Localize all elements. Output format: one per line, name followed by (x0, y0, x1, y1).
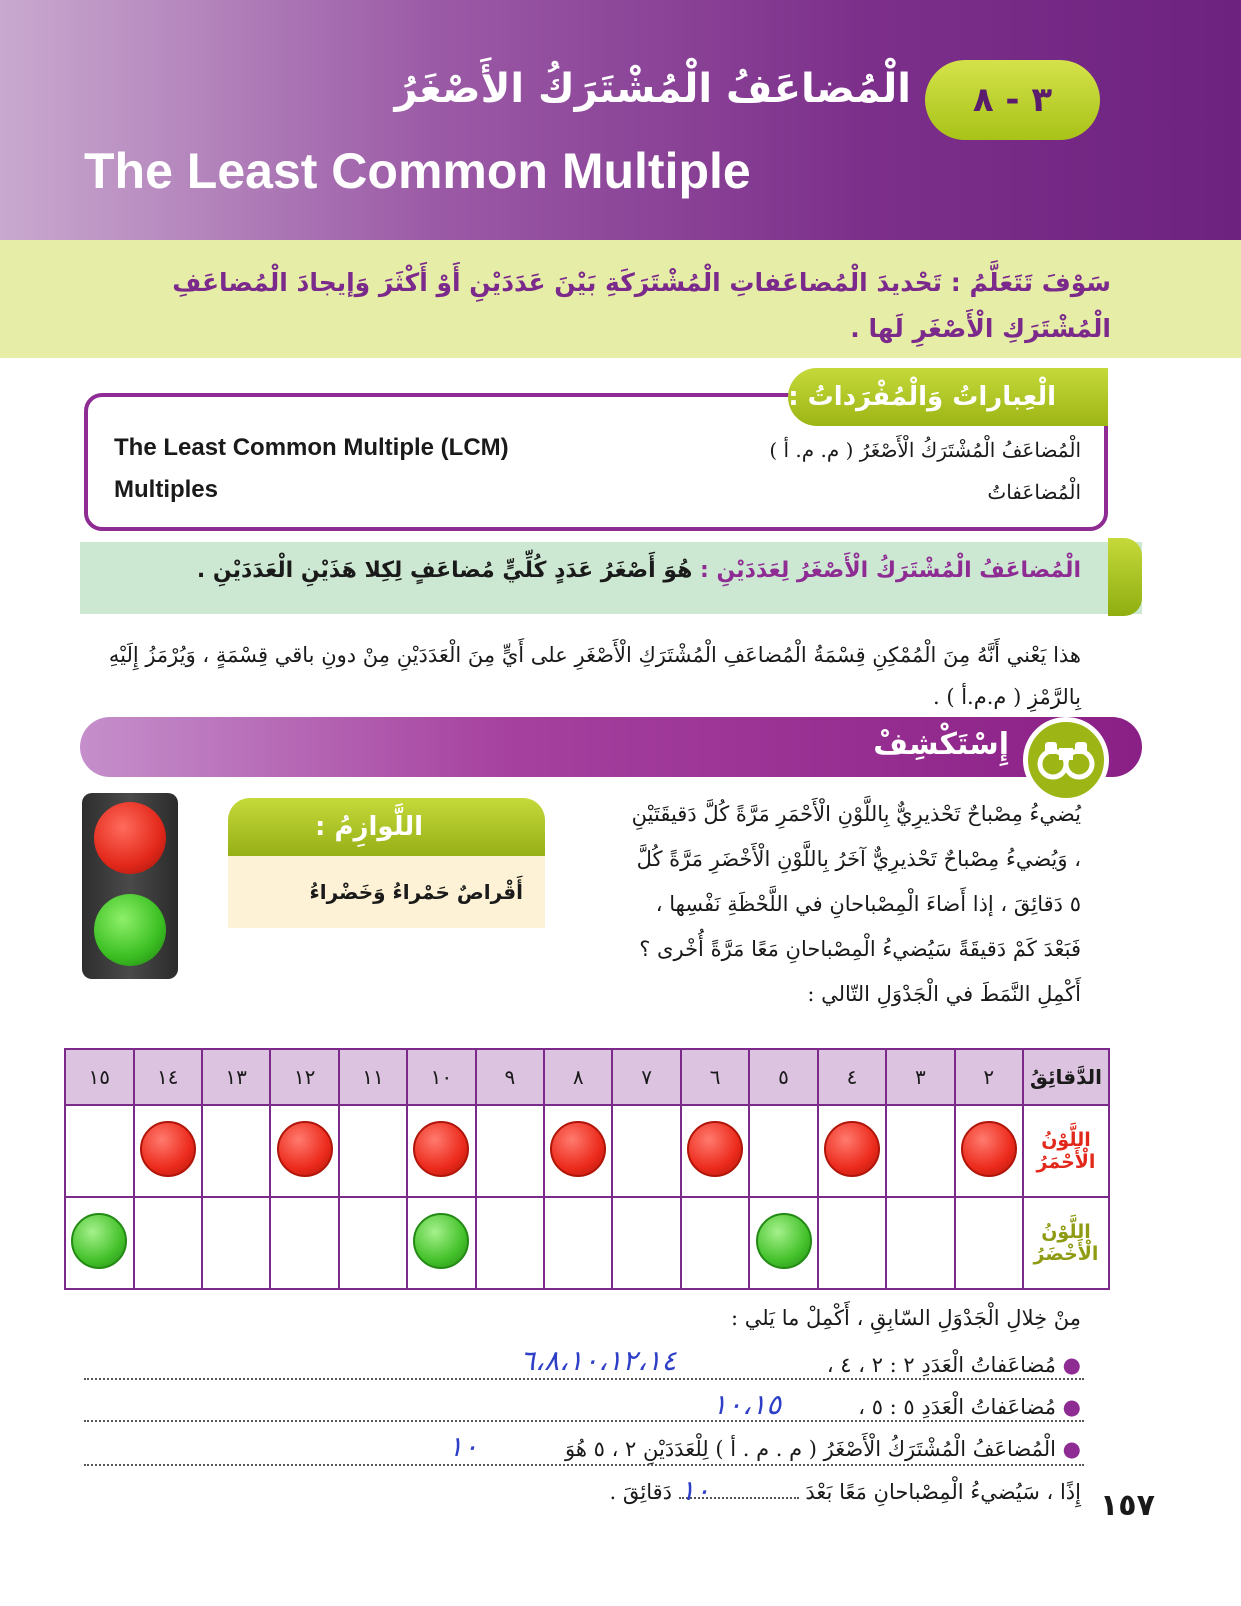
minute-cell: ١٢ (270, 1049, 338, 1105)
final-sentence (604, 1480, 1081, 1504)
tools-title: اللَّوازِمُ : (228, 798, 545, 856)
definition (197, 558, 1081, 583)
red-disc-icon (413, 1121, 469, 1177)
row-label-red: اللَّوْنُ الْأَحْمَرُ (1023, 1105, 1109, 1197)
learning-objective-text: تَحْديدَ الْمُضاعَفاتِ الْمُشْتَرَكَةِ بَيْنَ عَدَدَيْنِ أَوْ أَكْثَرَ وَإيجادَ الْمُضاعَفِ الْمُشْتَرَكِ الْأَصْغَرِ لَها . (172, 268, 1111, 343)
bullet-multiples-of-5 (852, 1394, 1081, 1419)
table-cell[interactable] (544, 1105, 612, 1197)
minute-cell: ٢ (955, 1049, 1023, 1105)
table-cell[interactable] (681, 1105, 749, 1197)
conclusion-intro: مِنْ خِلالِ الْجَدْوَلِ السّابِقِ ، أَكْمِلْ ما يَلي : (730, 1306, 1081, 1330)
minute-cell: ١٣ (202, 1049, 270, 1105)
row-label-green: اللَّوْنُ الْأَخْضَرُ (1023, 1197, 1109, 1289)
table-cell[interactable] (134, 1105, 202, 1197)
definition-term: الْمُضاعَفُ الْمُشْتَرَكُ الْأَصْغَرُ لِعَدَدَيْنِ : (700, 558, 1081, 583)
minute-cell: ٤ (818, 1049, 886, 1105)
table-cell[interactable] (339, 1105, 407, 1197)
green-disc-icon (413, 1213, 469, 1269)
table-cell[interactable] (270, 1197, 338, 1289)
lesson-number-badge: ٣ - ٨ (925, 60, 1100, 140)
page-number: ١٥٧ (1100, 1488, 1155, 1523)
table-cell[interactable] (681, 1197, 749, 1289)
minute-cell: ١٠ (407, 1049, 475, 1105)
table-cell[interactable] (476, 1197, 544, 1289)
minute-cell: ٧ (612, 1049, 680, 1105)
table-cell[interactable] (749, 1197, 817, 1289)
green-disc-icon (71, 1213, 127, 1269)
red-light (94, 802, 166, 874)
table-cell[interactable] (476, 1105, 544, 1197)
vocab-term-english-lcm: The Least Common Multiple (LCM) (114, 434, 509, 461)
handwritten-final-answer: ١٠ (680, 1474, 711, 1507)
explore-title: إِسْتَكْشِفْ (873, 727, 1009, 762)
table-cell[interactable] (818, 1105, 886, 1197)
table-cell[interactable] (612, 1105, 680, 1197)
bullet-icon: ● (1062, 1394, 1081, 1419)
minute-cell: ٦ (681, 1049, 749, 1105)
table-row-red (65, 1105, 1109, 1197)
table-cell[interactable] (270, 1105, 338, 1197)
minute-cell: ٩ (476, 1049, 544, 1105)
minutes-table (64, 1048, 1110, 1290)
table-cell[interactable] (886, 1105, 954, 1197)
table-cell[interactable] (339, 1197, 407, 1289)
table-cell[interactable] (612, 1197, 680, 1289)
bullet-text: الْمُضاعَفُ الْمُشْتَرَكُ الْأَصْغَرُ ( م . م . أ ) لِلْعَدَدَيْنِ ٢ ، ٥ هُوَ (565, 1437, 1056, 1461)
final-sentence-end: دَقائِقَ . (609, 1480, 673, 1504)
vocab-term-arabic-multiples: الْمُضاعَفاتُ (987, 480, 1081, 504)
table-row-green (65, 1197, 1109, 1289)
tools-text: أَقْراصٌ حَمْراءُ وَخَضْراءُ (228, 856, 545, 928)
vocab-term-english-multiples: Multiples (114, 476, 219, 503)
handwritten-answer-1: ٦،٨،١٠،١٢،١٤ (520, 1344, 677, 1377)
red-disc-icon (550, 1121, 606, 1177)
table-cell[interactable] (886, 1197, 954, 1289)
final-sentence-start: إِذًا ، سَيُضيءُ الْمِصْباحانِ مَعًا بَعْدَ (805, 1480, 1081, 1504)
minute-cell: ١٤ (134, 1049, 202, 1105)
handwritten-answer-2: ١٠،١٥ (712, 1388, 782, 1421)
handwritten-answer-3: ١٠ (448, 1430, 479, 1463)
bullet-lcm (559, 1436, 1081, 1461)
minute-cell: ٥ (749, 1049, 817, 1105)
explanation-paragraph: هذا يَعْني أَنَّهُ مِنَ الْمُمْكِنِ قِسْمَةُ الْمُضاعَفِ الْمُشْتَرَكِ الْأَصْغَرِ على أَيٍّ مِنَ الْعَدَدَيْنِ مِنْ دونِ باقي قِسْمَةٍ ، وَيُرْمَزُ إِلَيْهِ بِالرَّمْزِ ( م.م.أ ) . (108, 643, 1081, 709)
bullet-icon: ● (1062, 1352, 1081, 1377)
explore-problem-text: يُضيءُ مِصْباحٌ تَحْذيرِيٌّ بِاللَّوْنِ الْأَحْمَرِ مَرَّةً كُلَّ دَقيقَتَيْنِ ، وَيُضيءُ مِصْباحٌ تَحْذيرِيٌّ آخَرُ بِاللَّوْنِ الْأَخْضَرِ مَرَّةً كُلَّ ٥ دَقائِقَ ، إذا أَضاءَ الْمِصْباحانِ في اللَّحْظَةِ نَفْسِها ، فَبَعْدَ كَمْ دَقيقَةً سَيُضيءُ الْمِصْباحانِ مَعًا مَرَّةً أُخْرى ؟ أَكْمِلِ النَّمَطَ في الْجَدْوَلِ التّالي : (631, 802, 1081, 1006)
red-disc-icon (140, 1121, 196, 1177)
table-cell[interactable] (407, 1197, 475, 1289)
traffic-light-image (82, 793, 178, 979)
definition-body: هُوَ أَصْغَرُ عَدَدٍ كُلِّيٍّ مُضاعَفٍ لِكِلا هَذَيْنِ الْعَدَدَيْنِ . (196, 558, 693, 583)
minute-cell: ٨ (544, 1049, 612, 1105)
bullet-icon: ● (1062, 1436, 1081, 1461)
vocabulary-title: الْعِباراتُ وَالْمُفْرَداتُ : (788, 368, 1108, 426)
learning-objective-band (0, 240, 1241, 358)
red-disc-icon (824, 1121, 880, 1177)
binoculars-icon (1023, 717, 1109, 803)
learning-objective (101, 260, 1111, 352)
green-light (94, 894, 166, 966)
table-cell[interactable] (544, 1197, 612, 1289)
red-disc-icon (687, 1121, 743, 1177)
lesson-title-arabic: الْمُضاعَفُ الْمُشْتَرَكُ الأَصْغَرُ (394, 66, 911, 112)
bullet-multiples-of-2 (821, 1352, 1081, 1377)
red-disc-icon (961, 1121, 1017, 1177)
table-cell[interactable] (749, 1105, 817, 1197)
bullet-text: مُضاعَفاتُ الْعَدَدِ ٢ : ٢ ، ٤ ، (826, 1353, 1056, 1377)
table-cell[interactable] (818, 1197, 886, 1289)
minutes-header-label: الدَّقائِقُ (1023, 1049, 1109, 1105)
green-disc-icon (756, 1213, 812, 1269)
table-cell[interactable] (65, 1105, 134, 1197)
table-cell[interactable] (407, 1105, 475, 1197)
minute-cell: ٣ (886, 1049, 954, 1105)
table-header-row (65, 1049, 1109, 1105)
bullet-text: مُضاعَفاتُ الْعَدَدِ ٥ : ٥ ، (858, 1395, 1056, 1419)
definition-accent (1108, 538, 1142, 616)
table-cell[interactable] (65, 1197, 134, 1289)
table-cell[interactable] (202, 1105, 270, 1197)
learning-objective-label: سَوْفَ تَتَعَلَّمُ : (950, 268, 1111, 297)
table-cell[interactable] (202, 1197, 270, 1289)
minute-cell: ١٥ (65, 1049, 134, 1105)
vocab-term-arabic-lcm: الْمُضاعَفُ الْمُشْتَرَكُ الْأَصْغَرُ ( م. م. أ ) (769, 438, 1081, 462)
red-disc-icon (277, 1121, 333, 1177)
table-cell[interactable] (134, 1197, 202, 1289)
lesson-title-english: The Least Common Multiple (84, 143, 751, 199)
table-cell[interactable] (955, 1197, 1023, 1289)
minute-cell: ١١ (339, 1049, 407, 1105)
table-cell[interactable] (955, 1105, 1023, 1197)
